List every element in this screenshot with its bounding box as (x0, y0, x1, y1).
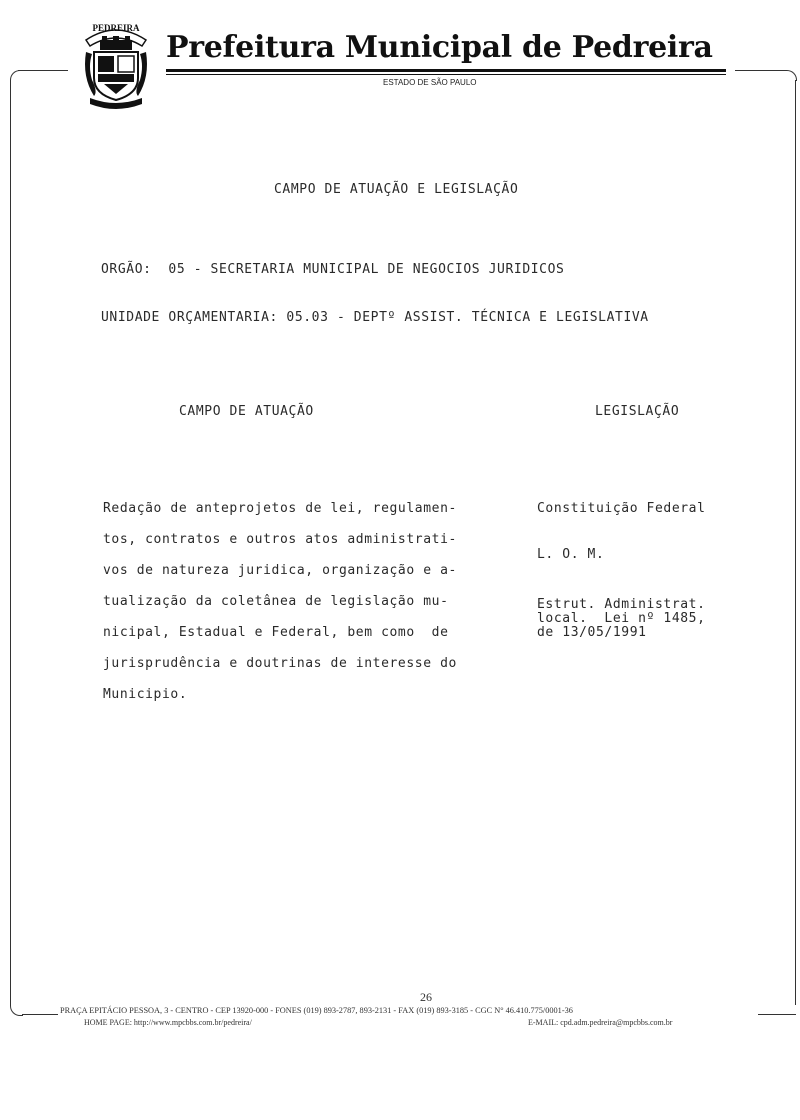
campo-line: Redação de anteprojetos de lei, regulamen- (103, 501, 457, 516)
header-rule-thick (166, 69, 726, 72)
footer-address: PRAÇA EPITÁCIO PESSOA, 3 - CENTRO - CEP 13920-000 - FONES (019) 893-2787, 893-2131 - FAX (019) 893-3185 - CGC N° 46.410.775/0001-36 (60, 1006, 573, 1015)
frame-left (10, 80, 11, 1005)
coat-of-arms-icon (80, 22, 152, 110)
frame-top-left (18, 70, 68, 71)
legislacao-item-block (537, 597, 706, 639)
campo-line: Municipio. (103, 687, 188, 702)
document-heading: CAMPO DE ATUAÇÃO E LEGISLAÇÃO (274, 182, 519, 197)
header-rule-thin (166, 74, 726, 75)
legislacao-line: Estrut. Administrat. (537, 597, 706, 612)
orgao-line: ORGÃO: 05 - SECRETARIA MUNICIPAL DE NEGOCIOS JURIDICOS (101, 262, 565, 277)
footer-homepage: HOME PAGE: http://www.mpcbbs.com.br/pedreira/ (84, 1018, 252, 1027)
campo-line: tos, contratos e outros atos administrati- (103, 532, 457, 547)
seal-text: PEDREIRA (92, 23, 140, 33)
legislacao-item: Constituição Federal (537, 501, 706, 516)
state-label: ESTADO DE SÃO PAULO (383, 78, 477, 87)
campo-line: vos de natureza juridica, organização e a- (103, 563, 457, 578)
campo-column-header: CAMPO DE ATUAÇÃO (179, 404, 314, 419)
frame-bottom-right (758, 1014, 796, 1015)
page-number: 26 (420, 990, 432, 1004)
unidade-line: UNIDADE ORÇAMENTARIA: 05.03 - DEPTº ASSIST. TÉCNICA E LEGISLATIVA (101, 310, 649, 325)
legislacao-column-header: LEGISLAÇÃO (595, 404, 680, 419)
municipal-seal (80, 22, 152, 110)
legislacao-item: L. O. M. (537, 547, 605, 562)
legislacao-line: de 13/05/1991 (537, 625, 647, 640)
frame-right (795, 80, 796, 1005)
frame-corner-tl (10, 70, 21, 81)
campo-line: tualização da coletânea de legislação mu- (103, 594, 449, 609)
legislacao-line: local. Lei nº 1485, (537, 611, 706, 626)
campo-text-block (103, 501, 457, 718)
campo-line: nicipal, Estadual e Federal, bem como de (103, 625, 449, 640)
campo-line: jurisprudência e doutrinas de interesse do (103, 656, 457, 671)
footer-email: E-MAIL: cpd.adm.pedreira@mpcbbs.com.br (528, 1018, 673, 1027)
frame-top-right (735, 70, 787, 71)
frame-bottom-left (22, 1014, 58, 1015)
page-title: Prefeitura Municipal de Pedreira (166, 30, 713, 65)
